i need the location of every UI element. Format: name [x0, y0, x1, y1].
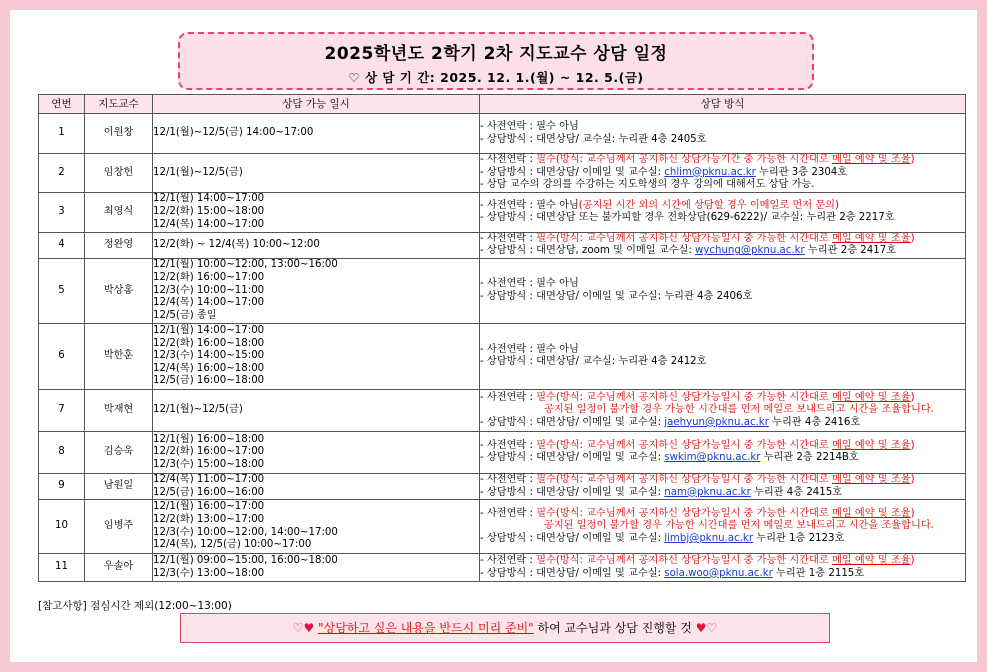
available-times: [153, 114, 480, 154]
available-times: [153, 554, 480, 582]
email-link[interactable]: sola.woo@pknu.ac.kr: [664, 567, 773, 579]
method-text: - 사전연락 :: [480, 232, 537, 244]
method-line: [480, 568, 965, 581]
method-reservation-text: 메일 예약 및 조율: [831, 439, 911, 451]
method-text: - 사전연락 : 필수 아님: [480, 343, 579, 355]
table-row: [39, 192, 966, 232]
method-text: - 사전연락 :: [480, 154, 537, 165]
professor-name: 임창헌: [85, 154, 153, 193]
email-link[interactable]: jaehyun@pknu.ac.kr: [664, 416, 769, 428]
document-sheet: [10, 10, 977, 662]
method-reservation-text: 메일 예약 및 조율: [831, 507, 911, 519]
time-slot: 12/1(월) 14:00~17:00: [153, 193, 265, 205]
time-slot: 12/4(목) 14:00~17:00: [153, 218, 265, 230]
method-text: - 상담방식 : 대면상담/ 이메일 및 교수실: 누리관 4층 2406호: [480, 290, 753, 302]
footer-banner: [180, 613, 830, 643]
method-text: - 상담 교수의 강의를 수강하는 지도학생의 경우 강의에 대해서도 상담 가능.: [480, 179, 815, 191]
method-line: [480, 440, 965, 453]
method-line: [480, 487, 965, 500]
time-slot: 12/1(월) 14:00~17:00: [153, 324, 265, 336]
row-number: 4: [39, 232, 85, 258]
method-line: [480, 417, 965, 430]
method-text: - 사전연락 :: [480, 473, 537, 485]
table-row: [39, 554, 966, 582]
method-line: [480, 404, 965, 417]
method-line: [480, 134, 965, 147]
professor-name: 정완영: [85, 232, 153, 258]
time-slot: 12/3(수) 15:00~18:00: [153, 458, 265, 470]
method-required-text: 필수(방식: 교수님께서 공지하신 상담가능기간 중 가능한 시간대로: [536, 154, 832, 165]
method-text: - 사전연락 :: [480, 391, 537, 403]
method-line: [480, 508, 965, 521]
available-times: [153, 389, 480, 431]
consult-method: [480, 323, 966, 389]
method-text: - 사전연락 : 필수 아님: [480, 120, 579, 132]
table-row: [39, 389, 966, 431]
method-text: - 상담방식 : 대면상담/ 교수실: 누리관 4층 2412호: [480, 356, 707, 368]
title-box: [178, 32, 814, 90]
consult-method: [480, 389, 966, 431]
method-line: [480, 278, 965, 291]
method-text: - 상담방식 : 대면상담 또는 불가피할 경우 전화상담(629-6222)/ 교수실: 누리관 2층 2217호: [480, 212, 895, 224]
method-line: [480, 474, 965, 487]
method-office-text: 누리관 1층 2123호: [753, 532, 845, 544]
available-times: [153, 258, 480, 323]
method-text: - 사전연락 : 필수 아님: [480, 199, 579, 211]
consult-method: [480, 154, 966, 193]
method-required-text: 공지된 일정이 불가할 경우 가능한 시간대를 먼저 메일로 보내드리고 시간을 조율합니다.: [544, 404, 934, 416]
consult-period: ♡ 상 담 기 간: 2025. 12. 1.(월) ~ 12. 5.(금): [348, 70, 644, 85]
row-number: 7: [39, 389, 85, 431]
professor-name: 박한훈: [85, 323, 153, 389]
method-paren-text: ): [910, 473, 915, 485]
method-line: [480, 233, 965, 246]
method-text: - 상담방식 : 대면상담/ 교수실: 누리관 4층 2405호: [480, 133, 707, 145]
method-office-text: 누리관 4층 2415호: [750, 486, 843, 498]
method-line: [480, 121, 965, 134]
professor-name: 남원일: [85, 473, 153, 499]
method-text: - 상담방식 : 대면상담/ 이메일 및 교수실:: [480, 166, 665, 178]
schedule-table: [38, 94, 966, 582]
method-line: [480, 167, 965, 180]
available-times: [153, 323, 480, 389]
method-office-text: 누리관 3층 2304호: [755, 166, 848, 178]
email-link[interactable]: nam@pknu.ac.kr: [664, 486, 751, 498]
method-required-text: 필수(방식: 교수님께서 공지하신 상담가능일시 중 가능한 시간대로: [536, 232, 832, 244]
method-line: [480, 291, 965, 304]
method-paren-text: ): [910, 555, 915, 567]
time-slot: 12/1(월)~12/5(금): [153, 166, 243, 178]
time-slot: 12/1(월)~12/5(금): [153, 404, 243, 416]
method-line: [480, 344, 965, 357]
table-row: [39, 431, 966, 473]
time-slot: 12/2(화) 13:00~17:00: [153, 514, 265, 526]
method-office-text: 누리관 2층 2417호: [804, 245, 897, 257]
page-title: 2025학년도 2학기 2차 지도교수 상담 일정: [324, 44, 668, 64]
method-required-text: 필수(방식: 교수님께서 공지하신 상담가능일시 중 가능한 시간대로: [536, 473, 832, 485]
method-text: - 사전연락 : 필수 아님: [480, 278, 579, 290]
hearts-right: ♥♡: [695, 621, 718, 635]
schedule-body: [39, 114, 966, 582]
consult-method: [480, 500, 966, 554]
method-line: [480, 356, 965, 369]
time-slot: 12/4(목) 11:00~17:00: [153, 473, 265, 485]
time-slot: 12/2(화) 16:00~17:00: [153, 446, 265, 458]
method-line: [480, 555, 965, 568]
method-text: - 상담방식 : 대면상담/ 이메일 및 교수실:: [480, 452, 665, 464]
row-number: 10: [39, 500, 85, 554]
available-times: [153, 154, 480, 193]
time-slot: 12/4(목) 14:00~17:00: [153, 297, 265, 309]
time-slot: 12/5(금) 16:00~16:00: [153, 486, 265, 498]
table-row: [39, 114, 966, 154]
time-slot: 12/1(월) 16:00~17:00: [153, 501, 265, 513]
method-paren-text: ): [910, 507, 915, 519]
consult-method: [480, 473, 966, 499]
method-required-text: 필수(방식: 교수님께서 공지하신 상담가능일시 중 가능한 시간대로: [536, 555, 832, 567]
time-slot: 12/3(수) 10:00~11:00: [153, 284, 265, 296]
row-number: 1: [39, 114, 85, 154]
professor-name: 박재현: [85, 389, 153, 431]
available-times: [153, 473, 480, 499]
row-number: 9: [39, 473, 85, 499]
method-line: [480, 179, 965, 192]
footer-text: 하여 교수님과 상담 진행할 것: [533, 621, 696, 635]
table-row: [39, 232, 966, 258]
available-times: [153, 192, 480, 232]
method-line: [480, 245, 965, 258]
table-row: [39, 323, 966, 389]
row-number: 5: [39, 258, 85, 323]
professor-name: 박상홍: [85, 258, 153, 323]
email-link[interactable]: chlim@pknu.ac.kr: [664, 166, 756, 178]
time-slot: 12/2(화) ~ 12/4(목) 10:00~12:00: [153, 239, 320, 251]
method-required-text: (공지된 시간 외의 시간에 상담할 경우 이메일로 먼저 문의): [578, 199, 839, 211]
hearts-left: ♡♥: [292, 621, 315, 635]
time-slot: 12/4(목), 12/5(금) 10:00~17:00: [153, 539, 312, 551]
row-number: 3: [39, 192, 85, 232]
method-office-text: 누리관 4층 2416호: [768, 416, 861, 428]
method-office-text: 누리관 1층 2115호: [772, 567, 865, 579]
header-no: 연번: [39, 95, 85, 114]
row-number: 6: [39, 323, 85, 389]
available-times: [153, 232, 480, 258]
professor-name: 김승욱: [85, 431, 153, 473]
method-paren-text: ): [910, 154, 915, 165]
consult-method: [480, 431, 966, 473]
header-prof: 지도교수: [85, 95, 153, 114]
method-office-text: 누리관 2층 2214B호: [760, 452, 859, 464]
professor-name: 이원창: [85, 114, 153, 154]
row-number: 8: [39, 431, 85, 473]
email-link[interactable]: swkim@pknu.ac.kr: [664, 452, 761, 464]
time-slot: 12/2(화) 16:00~18:00: [153, 337, 265, 349]
method-line: [480, 520, 965, 533]
method-required-text: 공지된 일정이 불가할 경우 가능한 시간대를 먼저 메일로 보내드리고 시간을 조율합니다.: [544, 520, 934, 532]
method-text: - 상담방식 : 대면상담/ 이메일 및 교수실:: [480, 532, 665, 544]
time-slot: 12/5(금) 종일: [153, 309, 217, 321]
time-slot: 12/1(월)~12/5(금) 14:00~17:00: [153, 127, 314, 139]
time-slot: 12/3(수) 14:00~15:00: [153, 350, 265, 362]
method-text: - 사전연락 :: [480, 439, 537, 451]
professor-name: 우솔아: [85, 554, 153, 582]
header-method: 상담 방식: [480, 95, 966, 114]
method-paren-text: ): [910, 391, 915, 403]
method-reservation-text: 메일 예약 및 조율: [831, 473, 911, 485]
time-slot: 12/4(목) 16:00~18:00: [153, 362, 265, 374]
time-slot: 12/1(월) 09:00~15:00, 16:00~18:00: [153, 555, 338, 567]
footer-quote: "상담하고 싶은 내용을 반드시 미리 준비": [318, 621, 534, 635]
email-link[interactable]: wychung@pknu.ac.kr: [695, 245, 805, 257]
method-text: - 사전연락 :: [480, 507, 537, 519]
method-line: [480, 154, 965, 167]
method-text: - 상담방식 : 대면상담/ 이메일 및 교수실:: [480, 416, 665, 428]
time-slot: 12/2(화) 15:00~18:00: [153, 205, 265, 217]
available-times: [153, 500, 480, 554]
method-line: [480, 452, 965, 465]
method-line: [480, 392, 965, 405]
consult-method: [480, 554, 966, 582]
method-text: - 사전연락 :: [480, 555, 537, 567]
method-required-text: 필수(방식: 교수님께서 공지하신 상담가능일시 중 가능한 시간대로: [536, 439, 832, 451]
method-text: - 상담방식 : 대면상담/ 이메일 및 교수실:: [480, 567, 665, 579]
table-row: [39, 258, 966, 323]
method-paren-text: ): [910, 439, 915, 451]
header-time: 상담 가능 일시: [153, 95, 480, 114]
row-number: 2: [39, 154, 85, 193]
professor-name: 최영식: [85, 192, 153, 232]
method-reservation-text: 메일 예약 및 조율: [831, 555, 911, 567]
time-slot: 12/1(월) 16:00~18:00: [153, 433, 265, 445]
row-number: 11: [39, 554, 85, 582]
table-header-row: [39, 95, 966, 114]
method-required-text: 필수(방식: 교수님께서 공지하신 상담가능일시 중 가능한 시간대로: [536, 391, 832, 403]
professor-name: 임병주: [85, 500, 153, 554]
method-text: - 상담방식 : 대면상담, zoom 및 이메일 교수실:: [480, 245, 696, 257]
method-reservation-text: 메일 예약 및 조율: [831, 391, 911, 403]
consult-method: [480, 114, 966, 154]
table-row: [39, 500, 966, 554]
time-slot: 12/2(화) 16:00~17:00: [153, 272, 265, 284]
method-text: - 상담방식 : 대면상담/ 이메일 및 교수실:: [480, 486, 665, 498]
available-times: [153, 431, 480, 473]
method-paren-text: ): [910, 232, 915, 244]
method-line: [480, 533, 965, 546]
consult-method: [480, 232, 966, 258]
consult-method: [480, 258, 966, 323]
method-line: [480, 200, 965, 213]
time-slot: 12/3(수) 10:00~12:00, 14:00~17:00: [153, 526, 338, 538]
time-slot: 12/5(금) 16:00~18:00: [153, 375, 265, 387]
consult-method: [480, 192, 966, 232]
time-slot: 12/1(월) 10:00~12:00, 13:00~16:00: [153, 259, 338, 271]
method-reservation-text: 메일 예약 및 조율: [831, 154, 911, 165]
note-text: [참고사항] 점심시간 제외(12:00~13:00): [38, 600, 232, 612]
time-slot: 12/3(수) 13:00~18:00: [153, 567, 265, 579]
email-link[interactable]: limbj@pknu.ac.kr: [664, 532, 754, 544]
method-required-text: 필수(방식: 교수님께서 공지하신 상담가능일시 중 가능한 시간대로: [536, 507, 832, 519]
table-row: [39, 154, 966, 193]
method-line: [480, 212, 965, 225]
table-row: [39, 473, 966, 499]
method-reservation-text: 메일 예약 및 조율: [831, 232, 911, 244]
